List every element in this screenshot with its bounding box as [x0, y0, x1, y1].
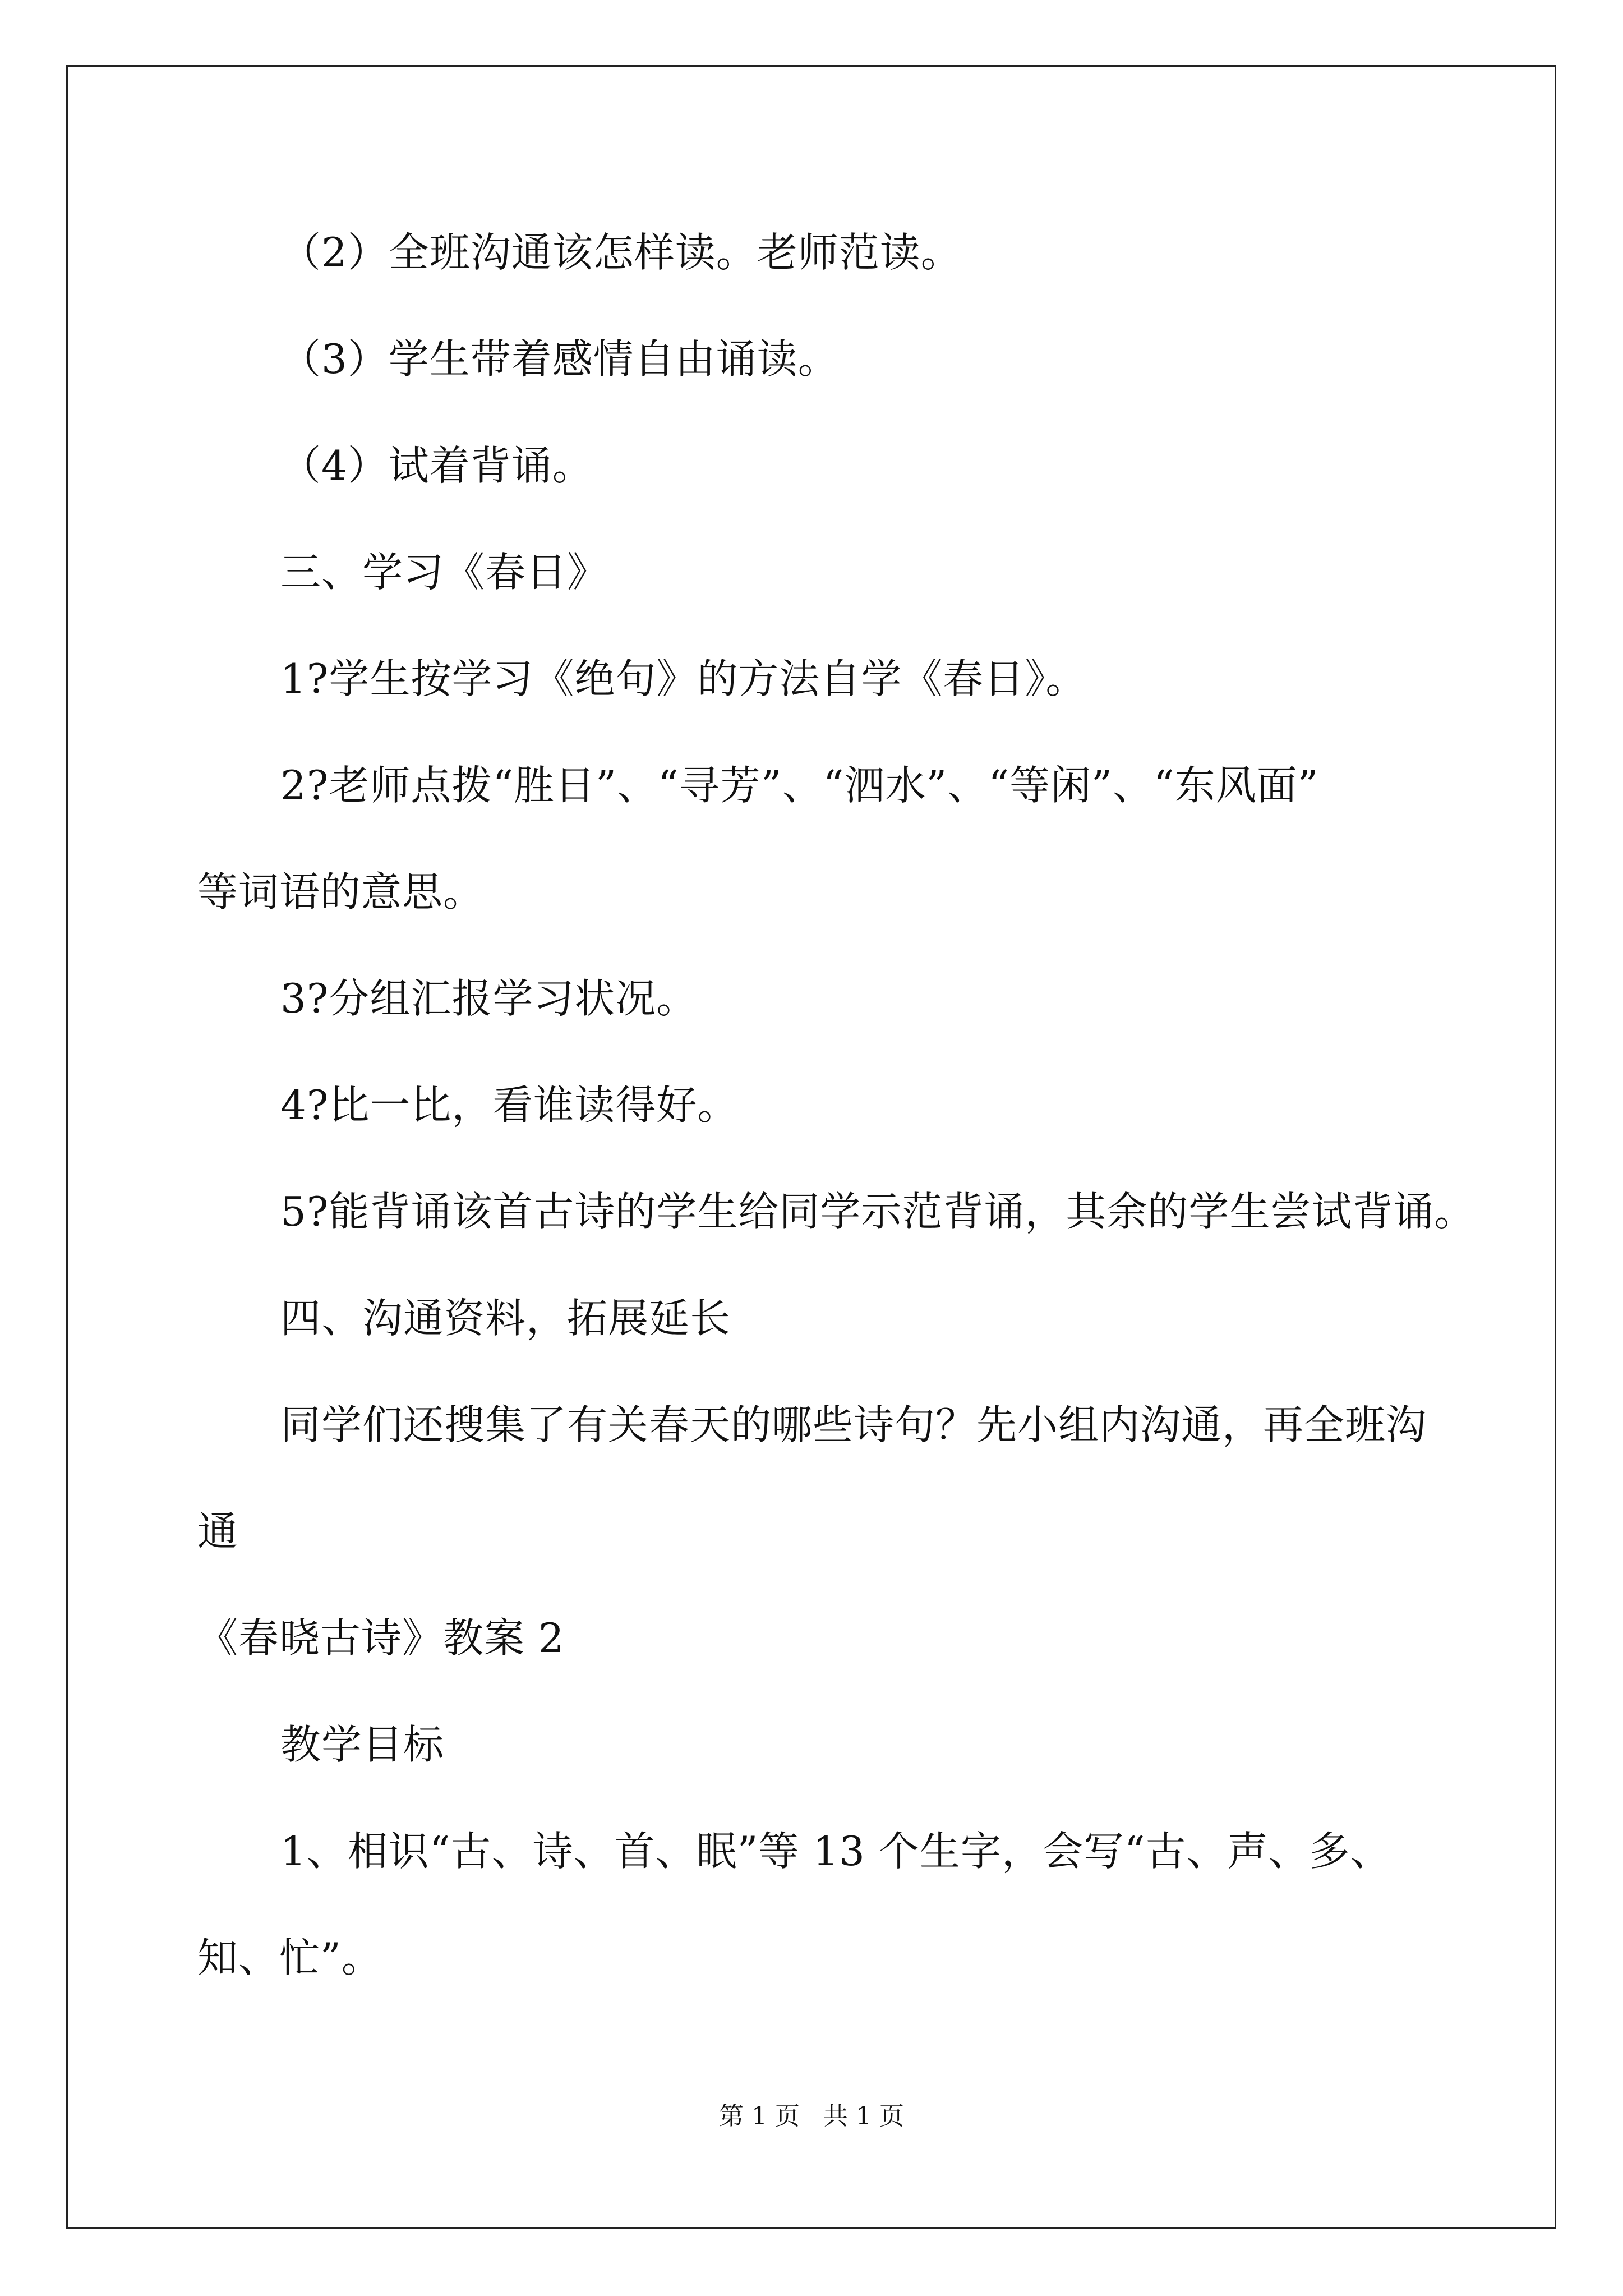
text-line-1: （2）全班沟通该怎样读。老师范读。: [280, 229, 962, 276]
text-line-3: （4）试着背诵。: [280, 442, 593, 489]
document-title: 《春晓古诗》教案 2: [197, 1614, 565, 1662]
text-line-12: 同学们还搜集了有关春天的哪些诗句？先小组内沟通，再全班沟: [280, 1401, 1427, 1448]
text-line-10: 5?能背诵该首古诗的学生给同学示范背诵，其余的学生尝试背诵。: [280, 1188, 1476, 1235]
page-border: [66, 65, 1556, 2229]
text-line-13: 通: [197, 1508, 239, 1555]
section-heading-3: 三、学习《春日》: [280, 549, 608, 596]
text-line-8: 3?分组汇报学习状况。: [280, 975, 698, 1022]
subheading-objectives: 教学目标: [280, 1721, 445, 1768]
text-line-7: 等词语的意思。: [197, 868, 485, 915]
page-number-footer: 第 1 页 共 1 页: [719, 2102, 904, 2131]
text-line-16: 1、相识“古、诗、首、眠”等 13 个生字，会写“古、声、多、: [280, 1828, 1391, 1875]
text-line-17: 知、忙”。: [197, 1934, 382, 1981]
text-line-5: 1?学生按学习《绝句》的方法自学《春日》。: [280, 655, 1087, 702]
text-line-9: 4?比一比，看谁读得好。: [280, 1082, 739, 1129]
text-line-6: 2?老师点拨“胜日”、“寻芳”、“泗水”、“等闲”、“东风面”: [280, 762, 1319, 809]
section-heading-4: 四、沟通资料，拓展延长: [280, 1295, 731, 1342]
text-line-2: （3）学生带着感情自由诵读。: [280, 335, 839, 383]
